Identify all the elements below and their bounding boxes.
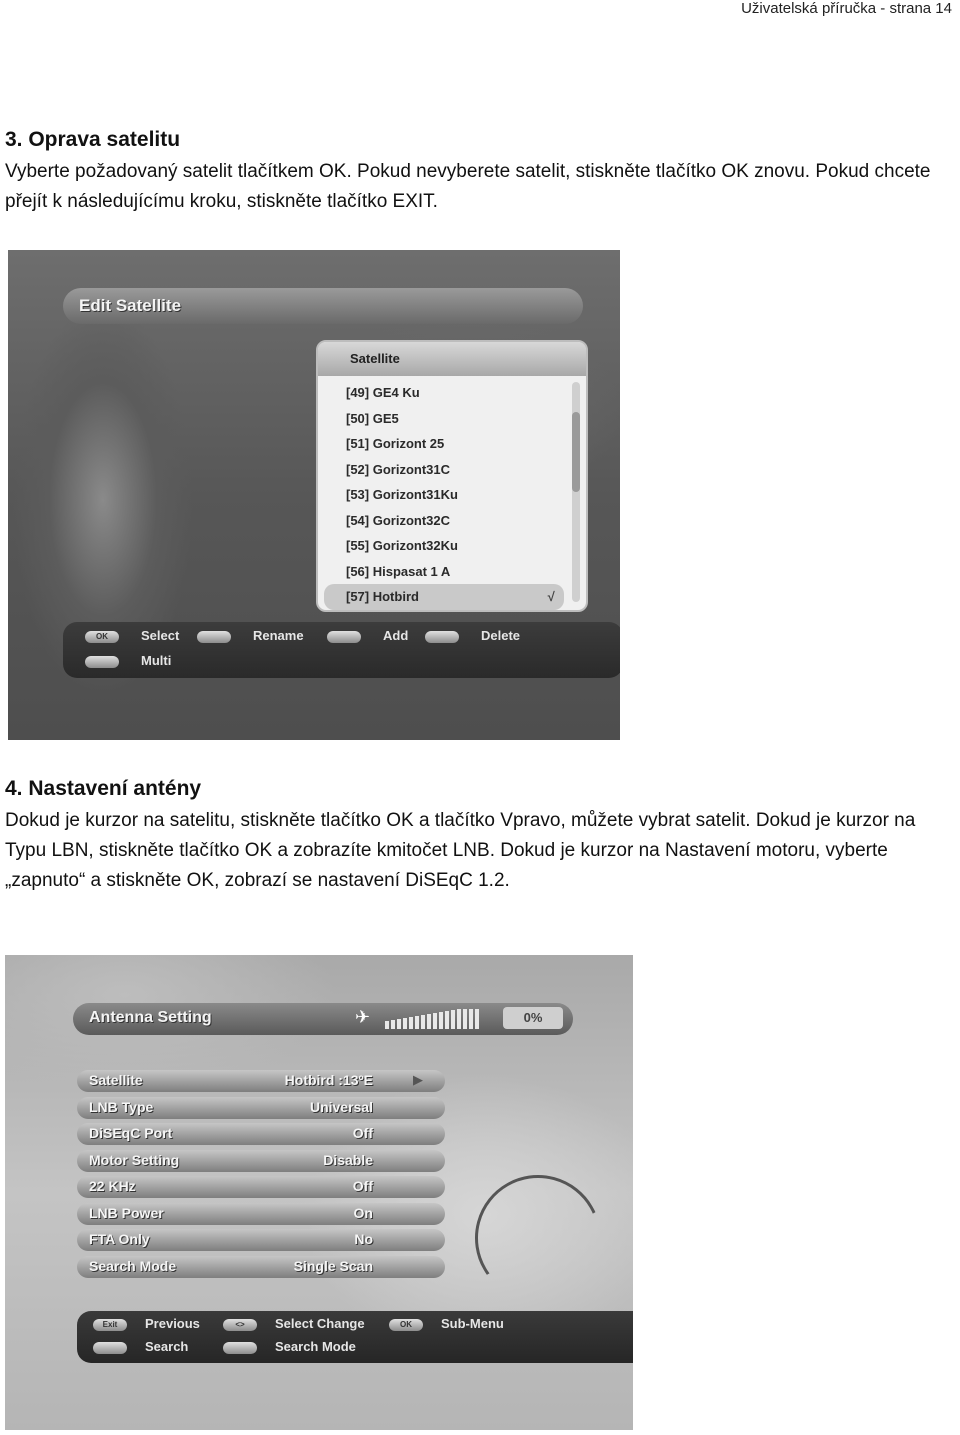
setting-row-motor-setting[interactable] [77,1150,445,1172]
help-select: Select [141,628,180,643]
satellite-list-header [318,342,586,376]
blue-key-icon [85,656,119,668]
antenna-settings-list [77,1070,445,1282]
satellite-dish-icon: ✈ [355,1007,371,1027]
yellow-key-icon [425,631,459,643]
setting-label: LNB Type [89,1098,154,1115]
setting-label: DiSEqC Port [89,1125,173,1141]
setting-row-22khz[interactable] [77,1176,445,1198]
satellite-list-item[interactable]: [55] Gorizont32Ku [346,538,458,553]
exit-key-icon: Exit [93,1319,127,1331]
setting-label: LNB Power [89,1204,164,1221]
setting-value: Off [352,1125,373,1141]
help-select-change: Select Change [275,1316,365,1331]
help-sub-menu: Sub-Menu [441,1316,504,1331]
arrow-right-icon: ▶ [413,1072,423,1087]
ok-key-icon: OK [85,631,119,643]
antenna-setting-title-bar [73,1003,573,1035]
satellite-list-item[interactable]: [54] Gorizont32C [346,512,451,528]
green-key-icon [327,631,361,643]
setting-label: 22 KHz [89,1178,136,1194]
setting-label: FTA Only [89,1231,150,1247]
setting-label: Search Mode [89,1257,177,1274]
help-previous: Previous [145,1316,200,1331]
setting-value: Disable [323,1151,373,1168]
setting-row-fta-only[interactable] [77,1229,445,1251]
satellite-list-panel [316,340,588,612]
edit-satellite-help-bar [63,622,620,678]
check-icon: √ [546,589,554,604]
red-key-icon [93,1342,127,1354]
antenna-setting-help-bar [77,1311,633,1363]
section-4-text: Dokud je kurzor na satelitu, stiskněte tlačítko OK a tlačítko Vpravo, můžete vybrat satelit. Dokud je kurzor na Typu LBN, stiskněte tlačítko OK a zobrazíte kmitočet LNB. Dokud je kurzor na Nastavení motoru, vyberte „zapnuto“ a stiskněte OK, zobrazí se nastavení DiSEqC 1.2. [5,810,916,891]
section-3-heading: 3. Oprava satelitu [5,128,181,151]
signal-percent: 0% [503,1007,563,1029]
satellite-list-item[interactable]: [56] Hispasat 1 A [346,563,451,579]
page-header: Uživatelská příručka - strana 14 [741,0,952,17]
ok-key-icon: OK [389,1319,423,1331]
satellite-list-header-label: Satellite [350,351,400,366]
satellite-list [324,380,564,610]
satellite-dish-graphic-icon [452,1152,624,1324]
satellite-list-item[interactable]: [51] Gorizont 25 [346,436,445,451]
satellite-list-item-label: [57] Hotbird [346,589,419,604]
satellite-list-item[interactable]: [53] Gorizont31Ku [346,487,458,502]
antenna-setting-title: Antenna Setting [89,1009,212,1026]
section-3-text: Vyberte požadovaný satelit tlačítkem OK. Pokud nevyberete satelit, stiskněte tlačítko OK znovu. Pokud chcete přejít k následujícímu kroku, stiskněte tlačítko EXIT. [5,161,931,212]
signal-level-bars [385,1009,479,1029]
antenna-setting-screenshot [5,955,633,1430]
satellite-list-item[interactable]: [49] GE4 Ku [346,385,420,400]
edit-satellite-title: Edit Satellite [79,296,182,315]
edit-satellite-title-bar [63,288,583,324]
setting-row-diseqc-port[interactable] [77,1123,445,1145]
help-multi: Multi [141,653,172,668]
help-add: Add [383,628,409,643]
setting-row-search-mode[interactable] [77,1256,445,1278]
help-rename: Rename [253,628,304,643]
edit-satellite-screenshot [8,250,620,740]
setting-value: On [353,1204,373,1221]
satellite-list-item-selected[interactable] [324,584,564,610]
setting-row-lnb-type[interactable] [77,1097,445,1119]
help-search-mode: Search Mode [275,1339,356,1354]
satellite-list-scrollbar[interactable] [572,382,580,602]
setting-value: Hotbird :13ºE [284,1072,373,1088]
left-right-key-icon: <> [223,1319,257,1331]
help-delete: Delete [481,628,521,643]
setting-label: Motor Setting [89,1151,180,1168]
help-search: Search [145,1339,189,1354]
setting-row-lnb-power[interactable] [77,1203,445,1225]
setting-value: Off [352,1178,373,1194]
section-4-heading: 4. Nastavení antény [5,777,202,800]
setting-value: Single Scan [293,1257,373,1274]
setting-row-satellite[interactable] [77,1070,445,1092]
setting-value: Universal [309,1098,373,1115]
green-key-icon [223,1342,257,1354]
setting-value: No [354,1231,373,1247]
red-key-icon [197,631,231,643]
setting-label: Satellite [89,1072,143,1088]
satellite-list-item[interactable]: [52] Gorizont31C [346,461,451,477]
satellite-list-item[interactable]: [50] GE5 [346,410,399,426]
